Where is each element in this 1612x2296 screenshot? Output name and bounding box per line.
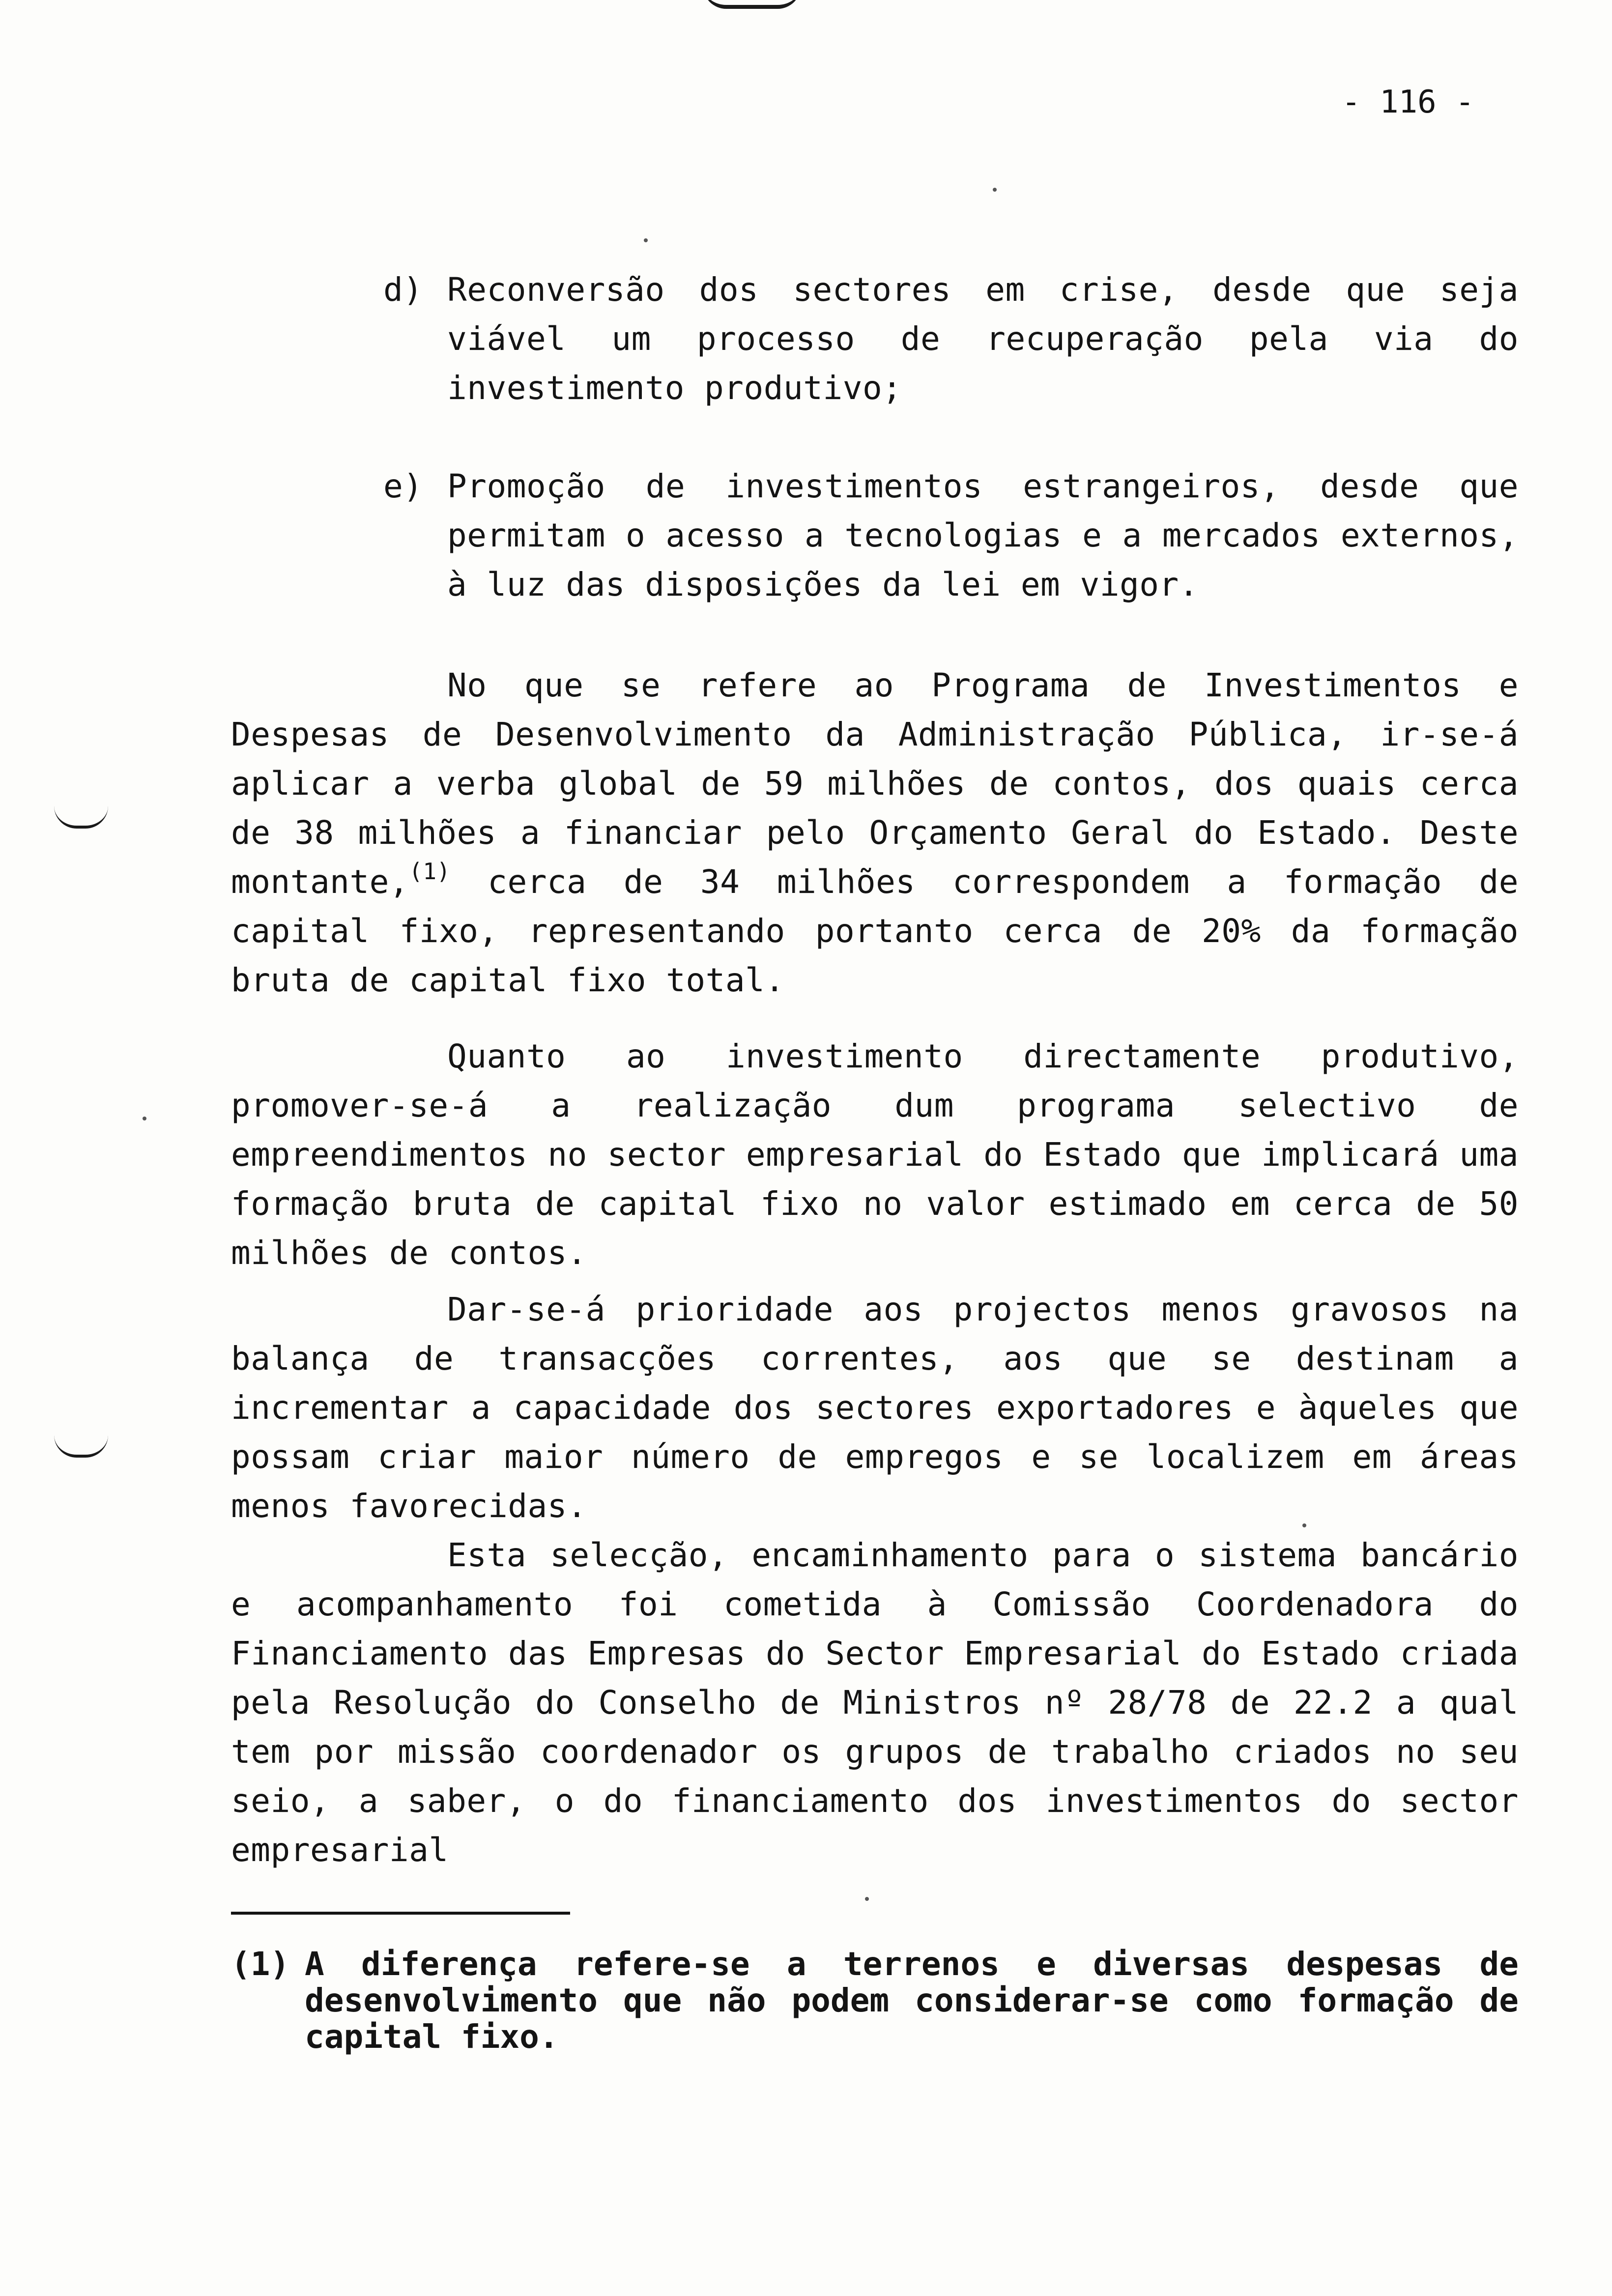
scan-mark-left-1 xyxy=(54,806,108,829)
list-marker: e) xyxy=(383,467,423,505)
paragraph-investment-programme xyxy=(231,661,1519,1005)
paragraph-text: Quanto ao investimento directamente produtivo, promover-se-á a realização dum programa selectivo de empreendimentos no sector empresarial do Estado que implicará uma formação bruta de capital fixo no valor estimado em cerca de 50 milhões de contos. xyxy=(231,1037,1519,1272)
scan-speck xyxy=(865,1897,869,1901)
page-number: - 116 - xyxy=(1342,84,1474,120)
list-item-text: Reconversão dos sectores em crise, desde que seja viável um processo de recuperação pela via do investimento produtivo; xyxy=(447,271,1519,407)
list-item-text: Promoção de investimentos estrangeiros, desde que permitam o acesso a tecnologias e a mercados externos, à luz das disposições da lei em vigor. xyxy=(447,467,1519,603)
paragraph-priorities xyxy=(231,1285,1519,1531)
scan-mark-left-2 xyxy=(54,1435,108,1458)
scan-speck xyxy=(993,188,997,192)
paragraph-text xyxy=(231,661,1519,1005)
footnote xyxy=(231,1946,1519,2055)
paragraph-text: Dar-se-á prioridade aos projectos menos gravosos na balança de transacções correntes, aos que se destinam a incrementar a capacidade dos sectores exportadores e àqueles que possam criar maior número de empregos e se localizem em áreas menos favorecidas. xyxy=(231,1291,1519,1525)
paragraph-text-part: No que se refere ao Programa de Investimentos e Despesas de Desenvolvimento da Administração Pública, ir-se-á aplicar a verba global de 59 milhões de contos, dos quais cerca de 38 milhões a financiar pelo Orçamento Geral do Estado. Deste montante, xyxy=(231,666,1519,901)
list-item-e xyxy=(383,462,1519,609)
scan-speck xyxy=(143,1117,146,1120)
paragraph-selection xyxy=(231,1531,1519,1875)
paragraph-text-part: cerca de 34 milhões correspondem a formação de capital fixo, representando portanto cerca de 20% da formação bruta de capital fixo total. xyxy=(231,863,1519,999)
paragraph-productive-investment xyxy=(231,1032,1519,1278)
footnote-reference: (1) xyxy=(409,858,451,885)
list-item-d xyxy=(383,265,1519,413)
scan-speck xyxy=(644,238,648,242)
list-marker: d) xyxy=(383,271,423,309)
footnote-marker: (1) xyxy=(231,1945,290,1983)
footnote-separator xyxy=(231,1912,570,1915)
scan-mark-top xyxy=(703,0,801,9)
footnote-text: A diferença refere-se a terrenos e diversas despesas de desenvolvimento que não podem considerar-se como formação de capital fixo. xyxy=(305,1945,1519,2056)
paragraph-text: Esta selecção, encaminhamento para o sistema bancário e acompanhamento foi cometida à Comissão Coordenadora do Financiamento das Empresas do Sector Empresarial do Estado criada pela Resolução do Conselho de Ministros nº 28/78 de 22.2 a qual tem por missão coordenador os grupos de trabalho criados no seu seio, a saber, o do financiamento dos investimentos do sector empresarial xyxy=(231,1536,1519,1869)
